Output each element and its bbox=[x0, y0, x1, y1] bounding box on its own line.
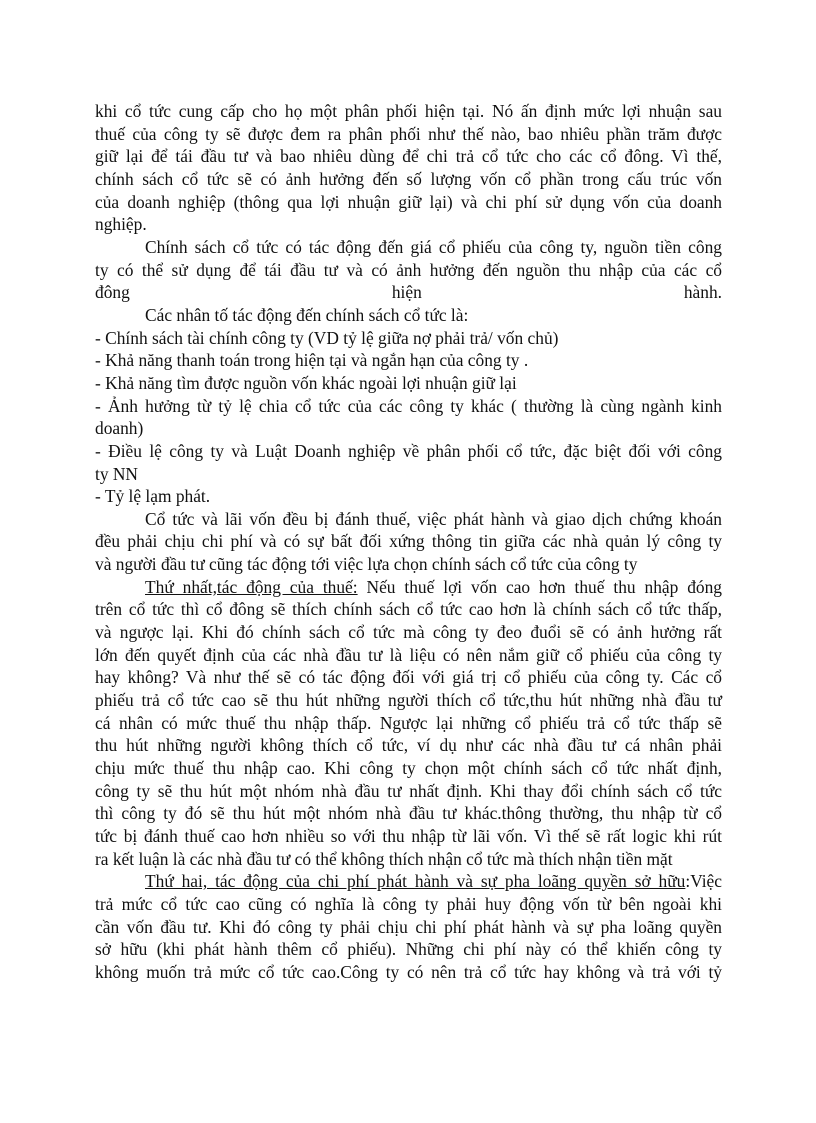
line-text: - Khả năng thanh toán trong hiện tại và ngắn hạn của công ty . bbox=[95, 350, 529, 371]
text-line bbox=[95, 666, 722, 689]
text-line bbox=[95, 395, 722, 418]
text-line bbox=[95, 553, 722, 576]
line-text: ty có thể sử dụng để tái đầu tư và có ảnh hưởng đến nguồn thu nhập của các cổ bbox=[95, 259, 722, 280]
underlined-heading: Thứ nhất,tác động của thuế: bbox=[145, 576, 358, 597]
line-text: :Việc bbox=[685, 871, 722, 892]
line-text: không muốn trả mức cổ tức cao.Công ty có nên trả cổ tức hay không và trả với tỷ bbox=[95, 961, 722, 982]
text-line bbox=[95, 961, 722, 984]
line-text: thì công ty đó sẽ thu hút một nhóm nhà đầu tư khác.thông thường, thu nhập từ cổ bbox=[95, 803, 722, 824]
line-text: lớn đến quyết định của các nhà đầu tư là liệu có nên nắm giữ cổ phiếu của công ty bbox=[95, 644, 722, 665]
line-text: - Tỷ lệ lạm phát. bbox=[95, 486, 211, 507]
text-line bbox=[95, 100, 722, 123]
line-text: hay không? Và như thế sẽ có tác động đối với giá trị cổ phiếu của công ty. Các cổ bbox=[95, 667, 722, 688]
text-line bbox=[95, 870, 722, 893]
line-text: khi cổ tức cung cấp cho họ một phân phối hiện tại. Nó ấn định mức lợi nhuận sau bbox=[95, 101, 722, 121]
line-text: Cổ tức và lãi vốn đều bị đánh thuế, việc phát hành và giao dịch chứng khoán bbox=[145, 508, 722, 529]
text-line bbox=[95, 281, 722, 304]
text-line bbox=[95, 417, 722, 440]
line-text: thuế của công ty sẽ được đem ra phân phối như thế nào, bao nhiêu phần trăm được bbox=[95, 123, 722, 144]
text-line bbox=[95, 802, 722, 825]
line-text: công ty sẽ thu hút một nhóm nhà đầu tư nhất định. Khi thay đổi chính sách cổ tức bbox=[95, 780, 722, 801]
line-text: phiếu trả cổ tức cao sẽ thu hút những người thích cổ tức,thu hút những nhà đầu tư bbox=[95, 690, 722, 711]
line-text: - Ảnh hưởng từ tỷ lệ chia cổ tức của các công ty khác ( thường là cùng ngành kinh bbox=[95, 395, 722, 416]
text-line bbox=[95, 236, 722, 259]
text-line bbox=[95, 349, 722, 372]
line-text: thu hút những người không thích cổ tức, ví dụ như các nhà đầu tư cá nhân phải bbox=[95, 735, 722, 756]
line-text: đông hiện hành. bbox=[95, 282, 722, 303]
text-line bbox=[95, 938, 722, 961]
line-text: giữ lại để tái đầu tư và bao nhiêu dùng để chi trả cổ tức cho các cổ đông. Vì thế, bbox=[95, 146, 722, 167]
text-line bbox=[95, 780, 722, 803]
text-line bbox=[95, 259, 722, 282]
line-text: Các nhân tố tác động đến chính sách cổ tức là: bbox=[145, 304, 469, 325]
text-line bbox=[95, 916, 722, 939]
text-line bbox=[95, 893, 722, 916]
line-text: - Điều lệ công ty và Luật Doanh nghiệp về phân phối cổ tức, đặc biệt đối với công bbox=[95, 440, 722, 461]
line-text: Chính sách cổ tức có tác động đến giá cổ phiếu của công ty, nguồn tiền công bbox=[145, 236, 722, 257]
text-line bbox=[95, 757, 722, 780]
line-text: cá nhân có mức thuế thu nhập thấp. Ngược lại những cổ phiếu trả cổ tức thấp sẽ bbox=[95, 712, 722, 733]
text-line bbox=[95, 621, 722, 644]
line-text: cần vốn đầu tư. Khi đó công ty phải chịu chi phí phát hành và sự pha loãng quyền bbox=[95, 916, 722, 937]
text-line bbox=[95, 576, 722, 599]
text-line bbox=[95, 213, 722, 236]
line-text: - Chính sách tài chính công ty (VD tỷ lệ giữa nợ phải trả/ vốn chủ) bbox=[95, 327, 559, 348]
text-line bbox=[95, 440, 722, 463]
text-line bbox=[95, 689, 722, 712]
line-text: chịu mức thuế thu nhập cao. Khi công ty chọn một chính sách cổ tức nhất định, bbox=[95, 758, 722, 779]
text-line bbox=[95, 327, 722, 350]
text-line bbox=[95, 145, 722, 168]
text-line bbox=[95, 644, 722, 667]
line-text: và người đầu tư cũng tác động tới việc lựa chọn chính sách cổ tức của công ty bbox=[95, 554, 638, 575]
line-text: doanh) bbox=[95, 418, 144, 439]
text-line bbox=[95, 372, 722, 395]
line-text: sở hữu (khi phát hành thêm cổ phiếu). Những chi phí này có thể khiến công ty bbox=[95, 939, 722, 960]
underlined-heading: Thứ hai, tác động của chi phí phát hành và sự pha loãng quyền sở hữu bbox=[145, 871, 686, 892]
line-text: trên cổ tức thì cổ đông sẽ thích chính sách cổ tức cao hơn là chính sách cổ tức thấp, bbox=[95, 599, 722, 620]
text-line bbox=[95, 463, 722, 486]
line-text: chính sách cổ tức sẽ có ảnh hưởng đến số lượng vốn cổ phần trong cấu trúc vốn bbox=[95, 168, 722, 189]
text-line bbox=[95, 304, 722, 327]
text-line bbox=[95, 508, 722, 531]
text-line bbox=[95, 191, 722, 214]
line-text: ty NN bbox=[95, 463, 138, 484]
line-text: đều phải chịu chi phí và có sự bất đối xứng thông tin giữa các nhà quản lý công ty bbox=[95, 531, 722, 552]
text-line bbox=[95, 734, 722, 757]
text-line bbox=[95, 598, 722, 621]
text-line bbox=[95, 712, 722, 735]
text-line bbox=[95, 123, 722, 146]
line-text: ra kết luận là các nhà đầu tư có thể không thích nhận cổ tức mà thích nhận tiền mặt bbox=[95, 848, 673, 869]
line-text: - Khả năng tìm được nguồn vốn khác ngoài lợi nhuận giữ lại bbox=[95, 372, 517, 393]
line-text: và ngược lại. Khi đó chính sách cổ tức mà công ty đeo đuổi sẽ có ảnh hưởng rất bbox=[95, 622, 722, 643]
line-text: của doanh nghiệp (thông qua lợi nhuận giữ lại) và chi phí sử dụng vốn của doanh bbox=[95, 191, 722, 212]
line-text: trả mức cổ tức cao cũng có nghĩa là công ty phải huy động vốn từ bên ngoài khi bbox=[95, 893, 722, 914]
line-text: Nếu thuế lợi vốn cao hơn thuế thu nhập đóng bbox=[357, 576, 722, 597]
text-line bbox=[95, 168, 722, 191]
text-line bbox=[95, 530, 722, 553]
text-line bbox=[95, 485, 722, 508]
text-line bbox=[95, 848, 722, 871]
line-text: nghiệp. bbox=[95, 214, 147, 235]
document-body bbox=[95, 100, 722, 984]
text-line bbox=[95, 825, 722, 848]
line-text: tức bị đánh thuế cao hơn nhiều so với thu nhập từ lãi vốn. Vì thế sẽ rất logic khi rút bbox=[95, 826, 722, 846]
